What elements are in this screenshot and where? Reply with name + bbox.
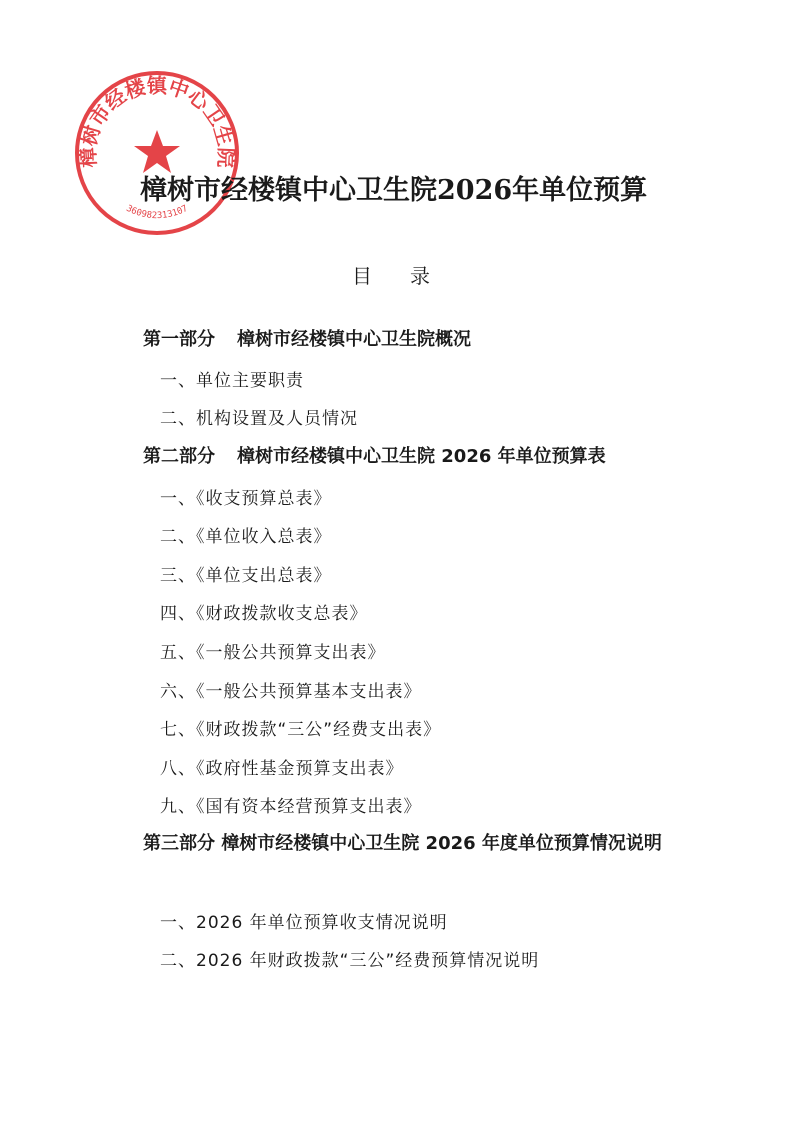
- toc-item: 四、《财政拨款收支总表》: [160, 604, 368, 624]
- toc-part-2-number: 第二部分: [143, 446, 215, 467]
- seal-code: 360982313107: [124, 203, 190, 222]
- toc-item: 二、《单位收入总表》: [160, 527, 332, 547]
- toc-heading: [352, 260, 430, 289]
- toc-item: 一、《收支预算总表》: [160, 489, 332, 509]
- toc-item: 一、2026 年单位预算收支情况说明: [160, 913, 448, 933]
- toc-item: 二、2026 年财政拨款“三公”经费预算情况说明: [160, 951, 540, 971]
- toc-item: 七、《财政拨款“三公”经费支出表》: [160, 720, 442, 740]
- seal-text: 樟树市经楼镇中心卫生院: [75, 73, 239, 169]
- seal-star-icon: [134, 130, 180, 173]
- toc-item: 三、《单位支出总表》: [160, 566, 332, 586]
- toc-part-1: [143, 325, 471, 351]
- toc-heading-char-2: 录: [410, 264, 430, 288]
- toc-item: 一、单位主要职责: [160, 371, 304, 391]
- toc-part-1-number: 第一部分: [143, 329, 215, 350]
- toc-part-2: [143, 442, 606, 468]
- toc-item: 九、《国有资本经营预算支出表》: [160, 797, 422, 817]
- toc-part-2-title: 樟树市经楼镇中心卫生院 2026 年单位预算表: [237, 446, 606, 467]
- toc-part-3-title: 樟树市经楼镇中心卫生院 2026 年度单位预算情况说明: [221, 833, 662, 854]
- toc-item: 五、《一般公共预算支出表》: [160, 643, 386, 663]
- toc-item: 八、《政府性基金预算支出表》: [160, 759, 404, 779]
- toc-item: 六、《一般公共预算基本支出表》: [160, 682, 422, 702]
- toc-item: 二、机构设置及人员情况: [160, 409, 358, 429]
- toc-heading-char-1: 目: [352, 264, 372, 288]
- document-title: 樟树市经楼镇中心卫生院2026年单位预算: [140, 175, 648, 206]
- official-seal: [72, 68, 242, 238]
- toc-part-3: [143, 825, 673, 863]
- toc-part-1-title: 樟树市经楼镇中心卫生院概况: [237, 329, 471, 350]
- toc-part-3-number: 第三部分: [143, 833, 215, 854]
